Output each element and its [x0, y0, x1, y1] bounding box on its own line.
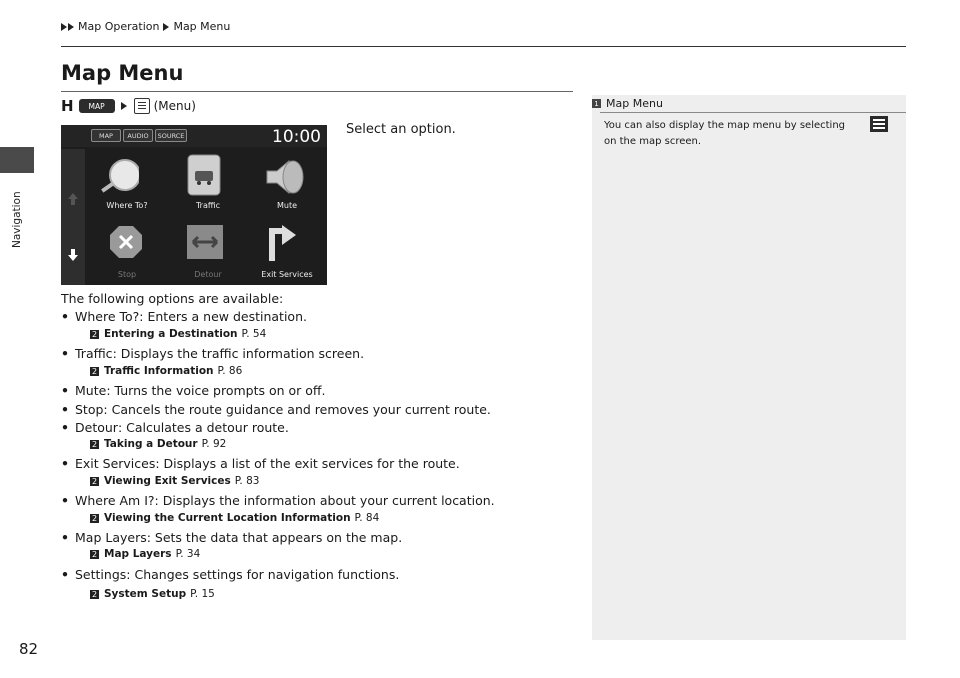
arrow-icon: 2 — [91, 439, 98, 449]
list-item: • Settings : Changes settings for navigation functions. — [61, 567, 400, 582]
cross-reference[interactable] — [90, 588, 215, 600]
triangle-icon — [163, 23, 169, 31]
option-desc: : Displays a list of the exit services for the route. — [155, 456, 460, 471]
option-desc: : Displays the information about your current location. — [154, 493, 495, 508]
triangle-icon — [68, 23, 74, 31]
option-desc: : Enters a new destination. — [139, 309, 307, 324]
header-rule — [61, 46, 906, 47]
list-item: • Traffic : Displays the traffic information screen. — [61, 346, 365, 361]
screen-button-label: Exit Services — [261, 270, 313, 279]
map-menu-screen — [61, 125, 327, 285]
map-button-icon: MAP — [79, 99, 115, 113]
cross-reference[interactable] — [90, 548, 200, 560]
stop-icon — [109, 225, 143, 259]
arrow-icon: 2 — [91, 549, 98, 559]
option-term: Where To? — [75, 309, 140, 324]
list-item: • Mute : Turns the voice prompts on or off. — [61, 383, 326, 398]
xref-title: Traffic Information — [104, 365, 214, 377]
intro-text: The following options are available: — [61, 291, 284, 306]
screen-button-label: Traffic — [195, 201, 221, 210]
list-item: • Exit Services : Displays a list of the exit services for the route. — [61, 456, 460, 471]
screen-button-label: Mute — [276, 201, 298, 210]
option-term: Stop — [75, 402, 104, 417]
note-number-icon: 1 — [592, 99, 601, 108]
speaker-icon — [263, 157, 307, 197]
cross-reference[interactable] — [90, 438, 226, 450]
section-tab-label: Navigation — [11, 191, 23, 248]
triangle-icon — [121, 102, 127, 110]
xref-page: P. 54 — [241, 328, 267, 340]
list-item: • Where To? : Enters a new destination. — [61, 309, 307, 324]
screen-scroll-bar — [61, 149, 85, 285]
option-term: Where Am I? — [75, 493, 155, 508]
option-desc: : Calculates a detour route. — [117, 420, 289, 435]
list-item: • Stop : Cancels the route guidance and removes your current route. — [61, 402, 491, 417]
option-term: Settings — [75, 567, 127, 582]
option-desc: : Sets the data that appears on the map. — [146, 530, 403, 545]
menu-icon — [134, 98, 150, 114]
breadcrumb — [61, 20, 234, 33]
xref-page: P. 15 — [190, 588, 215, 600]
page-number: 82 — [19, 640, 39, 658]
home-key-icon: H — [61, 97, 74, 115]
xref-page: P. 92 — [201, 438, 227, 450]
instruction-text: Select an option. — [346, 122, 456, 137]
detour-icon — [185, 223, 225, 261]
list-item: • Detour : Calculates a detour route. — [61, 420, 289, 435]
arrow-icon: 2 — [91, 589, 98, 599]
option-desc: : Turns the voice prompts on or off. — [106, 383, 326, 398]
triangle-icon — [61, 23, 67, 31]
xref-page: P. 34 — [175, 548, 201, 560]
option-term: Detour — [75, 420, 118, 435]
arrow-icon: 2 — [91, 476, 98, 486]
cross-reference[interactable] — [90, 328, 266, 340]
xref-title: Map Layers — [104, 548, 172, 560]
screen-tab-source: SOURCE — [155, 129, 187, 142]
operation-path — [61, 97, 196, 115]
menu-icon — [870, 116, 888, 132]
xref-page: P. 84 — [354, 512, 380, 524]
screen-button-label: Stop — [117, 270, 137, 279]
option-term: Exit Services — [75, 456, 156, 471]
xref-title: System Setup — [104, 588, 187, 600]
magnifier-icon — [99, 155, 139, 205]
option-desc: : Changes settings for navigation functions. — [126, 567, 400, 582]
side-note-heading — [592, 97, 663, 110]
xref-title: Entering a Destination — [104, 328, 238, 340]
xref-page: P. 86 — [217, 365, 243, 377]
traffic-icon — [186, 153, 222, 197]
xref-title: Taking a Detour — [104, 438, 198, 450]
side-note-line: on the map screen. — [604, 136, 702, 147]
option-desc: : Cancels the route guidance and removes your current route. — [103, 402, 491, 417]
cross-reference[interactable] — [90, 475, 259, 487]
cross-reference[interactable] — [90, 512, 379, 524]
title-rule — [61, 91, 573, 92]
screen-button-label: Where To? — [106, 201, 148, 210]
xref-title: Viewing Exit Services — [104, 475, 231, 487]
option-term: Map Layers — [75, 530, 147, 545]
side-note-title: Map Menu — [606, 97, 663, 110]
xref-page: P. 83 — [234, 475, 260, 487]
option-term: Mute — [75, 383, 107, 398]
screen-tab-map: MAP — [91, 129, 121, 142]
arrow-icon: 2 — [91, 513, 98, 523]
screen-button-label: Detour — [194, 270, 222, 279]
side-note-rule — [600, 112, 906, 113]
scroll-arrows-icon — [61, 149, 85, 285]
screen-clock: 10:00 — [272, 127, 321, 147]
page-title: Map Menu — [61, 61, 184, 85]
cross-reference[interactable] — [90, 365, 242, 377]
breadcrumb-item[interactable]: Map Menu — [173, 20, 231, 33]
list-item: • Map Layers : Sets the data that appears on the map. — [61, 530, 403, 545]
side-note-panel — [592, 95, 906, 640]
breadcrumb-item[interactable]: Map Operation — [78, 20, 160, 33]
menu-label: (Menu) — [153, 99, 196, 113]
section-tab-marker — [0, 147, 34, 173]
side-note-line: You can also display the map menu by selecting — [604, 120, 846, 131]
arrow-icon: 2 — [91, 329, 98, 339]
option-term: Traffic — [75, 346, 113, 361]
list-item: • Where Am I? : Displays the information about your current location. — [61, 493, 495, 508]
option-desc: : Displays the traffic information screen. — [112, 346, 365, 361]
arrow-icon: 2 — [91, 366, 98, 376]
xref-title: Viewing the Current Location Information — [104, 512, 351, 524]
exit-services-icon — [266, 223, 306, 263]
side-note-text — [604, 118, 874, 150]
screen-tab-audio: AUDIO — [123, 129, 153, 142]
